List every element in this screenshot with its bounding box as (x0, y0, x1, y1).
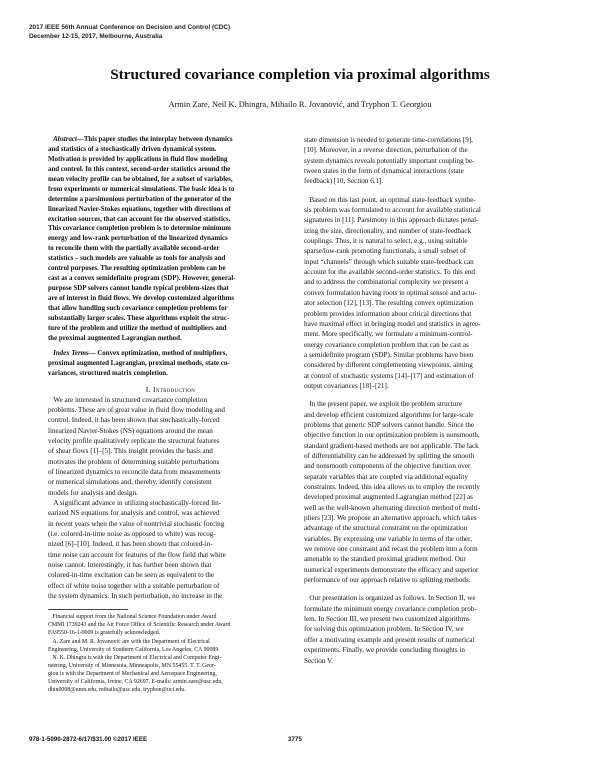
left-column (48, 135, 293, 694)
footnote-line: FA9550-16-1-0009 is gratefully acknowledged. (48, 630, 161, 637)
body-line: ment. More specifically, we formulate a minimum-control- (304, 330, 473, 339)
paragraph (304, 195, 549, 392)
body-line: and to address the combinatorial complexity we present a (304, 278, 469, 287)
body-line: signatures in [11]. Parsimony in this approach dictates penal- (304, 216, 479, 225)
body-line: effect of white noise together with a suitable perturbation of (48, 581, 220, 590)
body-line: sis problem was formulated to account for available statistical (304, 206, 481, 215)
body-line: Based on this last point, an optimal state-feedback synthe- (309, 195, 476, 204)
footnote-line: giou is with the Department of Mechanical and Aerospace Engineering, (48, 670, 217, 677)
body-line: couplings. Thus, it is natural to select, e.g., using suitable (304, 237, 468, 246)
footnote-line: Engineering, University of Southern California, Los Angeles, CA 90089. (48, 646, 220, 653)
body-line: In the present paper, we exploit the problem structure (309, 400, 462, 409)
body-line: earized NS equations for analysis and control, was achieved (48, 509, 220, 518)
body-line: feedback) [10, Section 6.1]. (304, 177, 384, 186)
body-line: models for analysis and design. (48, 488, 138, 497)
body-line: and nonsmooth components of the objective function over (304, 462, 471, 471)
introduction-body (48, 395, 293, 602)
index-terms-line: proximal augmented Lagrangian, proximal methods, state co- (48, 359, 230, 367)
body-line: [10]. Moreover, in a reverse direction, perturbation of the (304, 146, 468, 155)
body-line: performance of our approach relative to splitting methods. (304, 576, 471, 585)
body-line: velocity profile qualitatively replicate the structural features (48, 436, 220, 445)
abstract-line: cast as a convex semidefinite program (SDP). However, general- (48, 275, 236, 283)
right-column (304, 135, 549, 666)
paper-authors: Armin Zare, Neil K. Dhingra, Mihailo R. Jovanović, and Tryphon T. Georgiou (168, 100, 432, 109)
conference-name: 2017 IEEE 56th Annual Conference on Decision and Control (CDC) (29, 24, 231, 31)
abstract-line: from experiments or numerical simulations. The basic idea is to (48, 185, 235, 193)
paragraph (304, 593, 549, 665)
body-line: problems. These are of great value in fluid flow modeling and (48, 405, 225, 414)
body-line: colored-in-time excitation can be seen as equivalent to the (48, 571, 215, 580)
section-title: Introduction (152, 384, 196, 394)
body-line: motivates the problem of determining suitable perturbations (48, 457, 220, 466)
abstract-line: substantially larger scales. These algorithms exploit the struc- (48, 314, 230, 322)
abstract-line: mean velocity profile can be obtained, for a subset of variables, (48, 175, 233, 183)
footnote-line: CMMI 1739243 and the Air Force Office of Scientific Research under Award (48, 622, 231, 629)
body-line: sparse/low-rank promoting functionals, a small subset of (304, 247, 467, 256)
index-terms-line: variances, structured matrix completion. (48, 369, 168, 377)
body-line: constraints. Indeed, this idea allows us to employ the recently (304, 483, 480, 491)
body-line: amenable to the standard proximal gradient method. Our (304, 555, 466, 564)
abstract-line: energy and low-rank perturbation of the linearized dynamics (48, 235, 228, 243)
body-line: a semidefinite program (SDP). Similar problems have been (304, 350, 474, 359)
body-line: pliers [23]. We propose an alternative approach, which takes (304, 514, 477, 523)
abstract-line: Abstract—This paper studies the interplay between dynamics (53, 136, 233, 143)
body-line: izing the size, directionality, and number of state-feedback (304, 226, 472, 235)
paragraph (304, 135, 549, 187)
body-line: (i.e. colored-in-time noise as opposed to white) was recog- (48, 529, 216, 538)
abstract (48, 135, 293, 344)
body-line: formulate the minimum energy covariance completion prob- (304, 604, 477, 613)
isbn-footer: 978-1-5090-2872-6/17/$31.00 ©2017 IEEE (29, 736, 148, 743)
abstract-line: ture of the problem and utilize the method of multipliers and (48, 324, 227, 332)
page-number: 3775 (288, 736, 302, 743)
body-line: system dynamics reveals potentially important coupling be- (304, 156, 475, 165)
body-line: variables. By expressing one variable in terms of the other, (304, 534, 473, 543)
footnote-line: University of California, Irvine, CA 92697. E-mails: armin.zare@usc.edu, (48, 678, 223, 685)
body-line: A significant advance in utilizing stochastically-forced lin- (53, 498, 222, 507)
body-line: account for the available second-order statistics. To this end (304, 268, 475, 277)
footnote-line: Financial support from the National Science Foundation under Award (52, 614, 217, 621)
footnote-line: A. Zare and M. R. Jovanović are with the Department of Electrical (52, 638, 210, 645)
body-line: and develop efficient customized algorithms for large-scale (304, 410, 474, 419)
body-line: problems that generic SDP solvers cannot handle. Since the (304, 420, 475, 429)
abstract-lead: Abstract (53, 136, 77, 143)
body-line: control. Indeed, it has been shown that stochastically-forced (48, 416, 220, 425)
abstract-line: and statistics of a stochastically driven dynamical system. (48, 145, 217, 153)
section-heading: I. Introduction (145, 384, 196, 394)
abstract-line: are of interest in fluid flows. We develop customized algorithms (48, 295, 235, 302)
abstract-line: Motivation is provided by applications in fluid flow modeling (48, 155, 228, 163)
abstract-line: the proximal augmented Lagrangian method. (48, 334, 182, 342)
abstract-line: linearized Navier-Stokes equations, together with directions of (48, 205, 231, 213)
abstract-line: to reconcile them with the partially available second-order (48, 245, 220, 253)
body-line: of shear flows [1]–[5]. This insight provides the basis and (48, 447, 213, 456)
index-terms-line: Index Terms— Convex optimization, method of multipliers, (53, 349, 228, 357)
conference-header (29, 24, 230, 41)
body-line: of differentiability can be addressed by splitting the smooth (304, 451, 475, 460)
abstract-line: purpose SDP solvers cannot handle typical problem-sizes that (48, 285, 229, 293)
body-line: in recent years when the value of nontrivial stochastic forcing (48, 519, 225, 528)
body-line: developed proximal augmented Lagrangian method [22] as (304, 493, 473, 502)
body-line: noise cannot. Interestingly, it has further been shown that (48, 561, 212, 569)
abstract-line: and control. In this context, second-order statistics around the (48, 165, 231, 173)
footnote-line: N. K. Dhingra is with the Department of Electrical and Computer Engi- (52, 654, 222, 661)
abstract-line: statistics – such models are valuable as tools for analysis and (48, 255, 226, 263)
body-line: advantage of the structural constraint on the optimization (304, 524, 468, 533)
body-line: Our presentation is organized as follows. In Section II, we (309, 594, 476, 603)
body-line: input “channels” through which suitable state-feedback can (304, 257, 474, 266)
body-line: of linearized dynamics to reconcile data from measurements (48, 467, 221, 476)
abstract-line: control purposes. The resulting optimization problem can be (48, 265, 226, 273)
body-line: we remove one constraint and recast the problem into a form (304, 545, 478, 554)
index-terms-lead: Index Terms (53, 349, 89, 357)
abstract-line: that allow handling such covariance completion problems for (48, 304, 228, 312)
body-line: state dimension is needed to generate time-correlations [9], (304, 136, 473, 144)
body-line: convex formulation having roots in optimal sensor and actu- (304, 288, 477, 297)
footnote (48, 613, 293, 693)
body-line: the system dynamics. In such perturbation, no increase in the (48, 592, 223, 601)
body-line: well as the well-known alternating direction method of multi- (304, 503, 481, 512)
body-line: output covariances [18]–[21]. (304, 381, 389, 390)
body-line: energy covariance completion problem that can be cast as (304, 340, 469, 349)
paragraph (304, 399, 549, 585)
body-line: time noise can account for features of the flow field that white (48, 550, 226, 559)
body-line: considered by different complementing viewpoints, aiming (304, 361, 473, 370)
body-line: numerical experiments demonstrate the efficacy and superior (304, 565, 479, 574)
body-line: ator selection [12], [13]. The resulting convex optimization (304, 299, 474, 308)
body-line: Section V. (304, 656, 334, 665)
body-line: lem. In Section III, we present two customized algorithms (304, 615, 470, 624)
body-line: for solving this optimization problem. In Section IV, we (304, 625, 464, 634)
body-line: have maximal effect in bringing model and statistics in agree- (304, 319, 481, 328)
body-line: We are interested in structured covariance completion (53, 395, 208, 404)
body-line: experiments. Finally, we provide concluding thoughts in (304, 646, 465, 655)
abstract-line: determine a parsimonious perturbation of the generator of the (48, 195, 232, 203)
body-line: problem provides information about critical directions that (304, 309, 472, 318)
paper-title: Structured covariance completion via proximal algorithms (110, 66, 490, 83)
body-line: nized [6]–[10]. Indeed, it has been shown that colored-in- (48, 540, 213, 549)
index-terms (48, 349, 293, 379)
body-line: standard gradient-based methods are not applicable. The lack (304, 441, 479, 450)
body-line: linearized Navier-Stokes (NS) equations around the mean (48, 426, 213, 435)
body-line: separate variables that are coupled via additional equality (304, 472, 468, 481)
body-line: offer a motivating example and present results of numerical (304, 635, 475, 644)
body-line: tween states in the form of dynamical interactions (state (304, 167, 464, 176)
abstract-line: This covariance completion problem is to determine minimum (48, 225, 232, 233)
body-line: or numerical simulations and, thereby, identify consistent (48, 478, 212, 487)
conference-dates: December 12-15, 2017, Melbourne, Australia (29, 32, 163, 40)
footnote-line: dhin0008@umn.edu, mihailo@usc.edu, tryphon@uci.edu. (48, 686, 186, 693)
body-line: objective function in our optimization problem is nonsmooth, (304, 431, 480, 440)
body-line: at control of stochastic systems [14]–[17] and estimation of (304, 371, 474, 380)
footnote-rule (48, 609, 128, 610)
abstract-line: excitation sources, that can account for the observed statistics. (48, 215, 231, 223)
footnote-line: neering, University of Minnesota, Minneapolis, MN 55455. T. T. Geor- (48, 662, 216, 669)
